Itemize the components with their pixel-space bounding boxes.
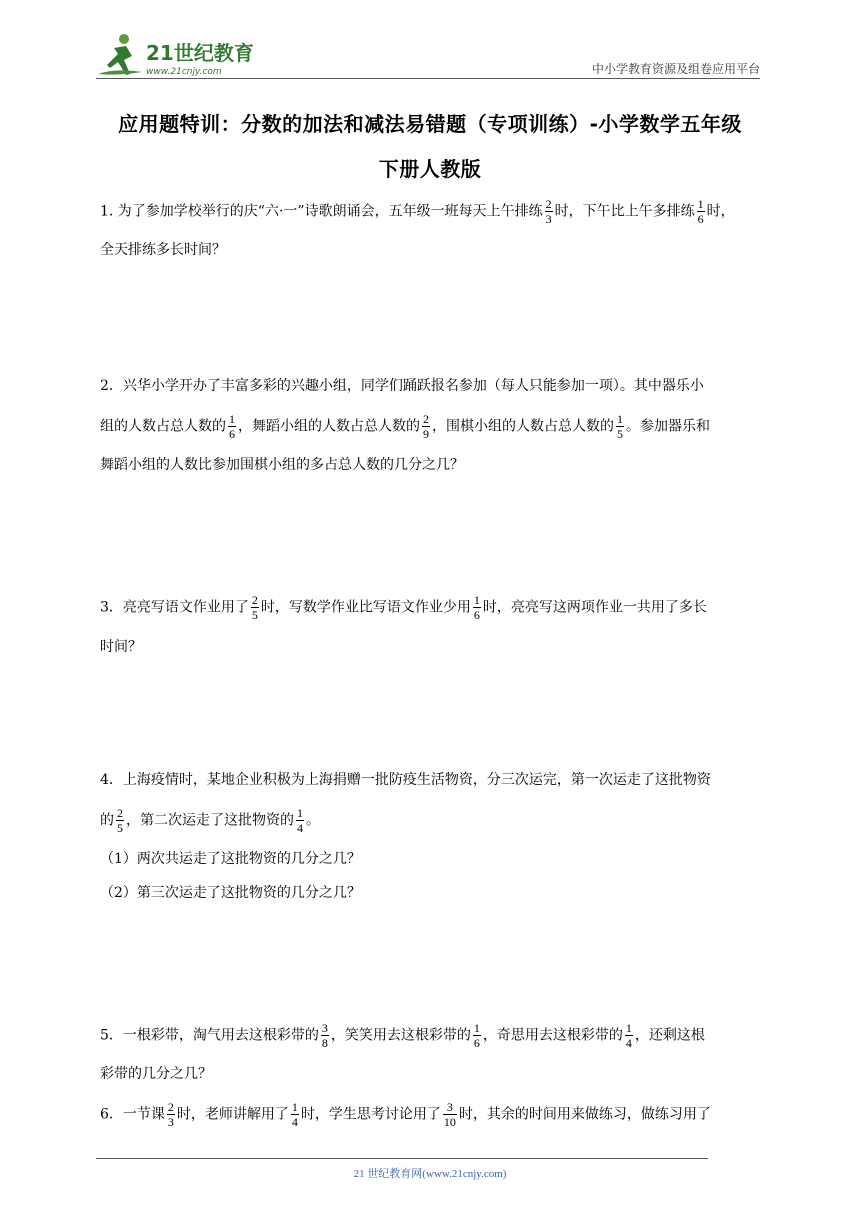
footer-divider [96, 1158, 708, 1159]
question-4-sub1: （1）两次共运走了这批物资的几分之几？ [100, 851, 361, 867]
fraction: $\frac{1}{6}$ [473, 593, 480, 622]
fraction: $\frac{1}{4}$ [291, 1100, 298, 1129]
fraction: $\frac{1}{5}$ [617, 412, 623, 441]
question-5: 5．一根彩带，淘气用去这根彩带的 $\frac{3}{8}$ ，笑笑用去这根彩带的 $\frac{1}{6}$ ，奇思用去这根彩带的 $\frac{1}{4}$ ，还剩这根 [100, 1021, 705, 1050]
fraction: $\frac{2}{9}$ [423, 412, 429, 441]
fraction: $\frac{2}{5}$ [251, 593, 258, 622]
fraction: $\frac{2}{3}$ [167, 1100, 174, 1129]
page-footer: 21 世纪教育网(www.21cnjy.com) [353, 1168, 507, 1180]
runner-icon [98, 34, 142, 75]
fraction: $\frac{2}{5}$ [117, 806, 123, 835]
header-tagline: 中小学教育资源及组卷应用平台 [591, 62, 760, 76]
fraction: $\frac{3}{10}$ [443, 1100, 456, 1129]
question-3: 3．亮亮写语文作业用了 $\frac{2}{5}$ 时，写数学作业比写语文作业少用 $\frac{1}{6}$ 时，亮亮写这两项作业一共用了多长 [100, 593, 707, 622]
fraction: $\frac{1}{6}$ [229, 412, 235, 441]
question-2-line3: 舞蹈小组的人数比参加围棋小组的多占总人数的几分之几？ [100, 457, 464, 473]
question-1-line2: 全天排练多长时间？ [100, 242, 226, 258]
fraction: $\frac{2}{3}$ [545, 197, 552, 226]
question-2-line2: 组的人数占总人数的 $\frac{1}{6}$ ，舞蹈小组的人数占总人数的 $\frac{2}{9}$ ，围棋小组的人数占总人数的 $\frac{1}{5}$ 。参加器乐和 [100, 412, 710, 441]
question-6: 6．一节课 $\frac{2}{3}$ 时，老师讲解用了 $\frac{1}{4}$ 时，学生思考讨论用了 $\frac{3}{10}$ 时，其余的时间用来做练习，做练习用了 [100, 1100, 711, 1129]
question-3-line2: 时间？ [100, 639, 142, 655]
svg-text:21世纪教育: 21世纪教育 [146, 41, 254, 65]
question-4-sub2: （2）第三次运走了这批物资的几分之几？ [100, 885, 361, 901]
question-4-line2: 的 $\frac{2}{5}$ ，第二次运走了这批物资的 $\frac{1}{4}$ 。 [100, 806, 320, 835]
question-2: 2．兴华小学开办了丰富多彩的兴趣小组，同学们踊跃报名参加（每人只能参加一项）。其中器乐小 [100, 378, 704, 394]
fraction: $\frac{1}{6}$ [697, 197, 704, 226]
svg-text:www.21cnjy.com: www.21cnjy.com [146, 67, 222, 77]
question-1: 1. 为了参加学校举行的庆“六·一”诗歌朗诵会，五年级一班每天上午排练 $\frac{2}{3}$ 时，下午比上午多排练 $\frac{1}{6}$ 时， [100, 197, 735, 226]
fraction: $\frac{1}{4}$ [297, 806, 303, 835]
page-header [96, 30, 760, 82]
question-4: 4．上海疫情时，某地企业积极为上海捐赠一批防疫生活物资，分三次运完，第一次运走了这批物资 [100, 772, 711, 788]
fraction: $\frac{3}{8}$ [321, 1021, 328, 1050]
page-title-line2: 下册人教版 [378, 157, 482, 181]
fraction: $\frac{1}{4}$ [625, 1021, 632, 1050]
fraction: $\frac{1}{6}$ [473, 1021, 480, 1050]
question-5-line2: 彩带的几分之几？ [100, 1066, 212, 1082]
logo [96, 30, 266, 80]
header-divider [96, 78, 760, 79]
page-title: 应用题特训：分数的加法和减法易错题（专项训练）-小学数学五年级 [118, 112, 742, 136]
